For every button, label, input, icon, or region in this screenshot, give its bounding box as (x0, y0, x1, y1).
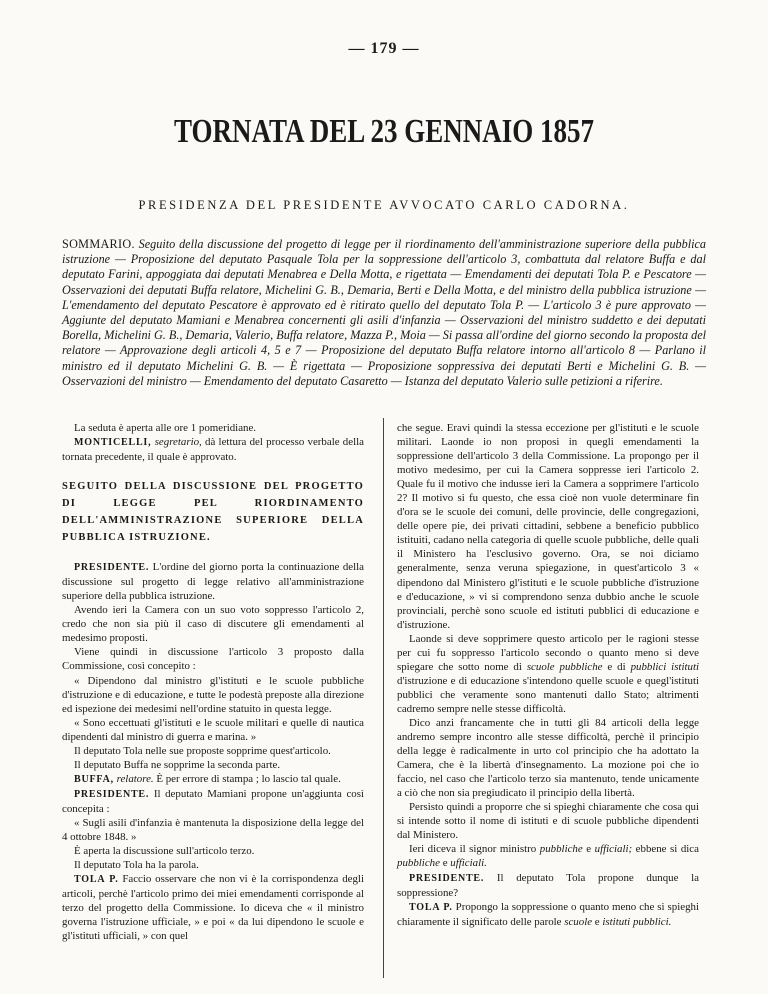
paragraph: La seduta è aperta alle ore 1 pomeridiane. (74, 422, 257, 434)
paragraph (397, 871, 699, 900)
paragraph: « Sono eccettuati gl'istituti e le scuole militari e quelle di nautica dipendenti dal ministro di guerra e marina. » (62, 716, 364, 743)
sommario (62, 237, 706, 389)
paragraph: Avendo ieri la Camera con un suo voto soppresso l'articolo 2, credo che non sia più il caso di discutere gli emendamenti al medesimo proposti. (62, 604, 364, 645)
speaker: PRESIDENTE. (74, 562, 150, 574)
speaker: BUFFA, (74, 773, 114, 785)
sommario-label: SOMMARIO. (62, 237, 135, 251)
paragraph: Persisto quindi a proporre che si spieghi chiaramente che cosa qui si intende sotto il nome di istituti e di scuole pubbliche dipendenti dal Ministero. (397, 801, 699, 842)
speech: È per errore di stampa ; lo lascio tal quale. (156, 772, 341, 785)
italic-run: scuole pubbliche (526, 660, 603, 673)
paragraph: È aperta la discussione sull'articolo terzo. (74, 845, 255, 858)
text-run: e (442, 857, 448, 870)
italic-run: ufficiali; (594, 843, 633, 856)
paragraph (62, 872, 364, 943)
role: relatore. (116, 772, 154, 785)
text-run: Laonde si deve sopprimere questo articolo per le ragioni stesse per cui fu soppresso l'articolo secondo o quanto meno si deve spiegare che sotto nome di (397, 632, 699, 673)
text-run: e (586, 843, 592, 856)
paragraph: Il deputato Buffa ne sopprime la seconda parte. (74, 758, 281, 771)
speech: Propongo la soppressione o quanto meno che si spieghi chiaramente il significato delle parole (397, 900, 699, 928)
italic-run: pubbliche (539, 843, 583, 856)
speech: Il deputato Tola propone dunque la soppressione? (397, 871, 699, 899)
paragraph (62, 435, 364, 464)
text-run: ebbene si dica (635, 843, 699, 856)
speech: dà lettura del processo verbale della tornata precedente, il quale è approvato. (62, 436, 364, 464)
speaker: TOLA P. (409, 901, 453, 913)
paragraph (62, 787, 364, 816)
italic-run: pubblici. (632, 915, 672, 928)
speaker: PRESIDENTE. (74, 788, 150, 800)
italic-run: ufficiali. (450, 857, 487, 870)
paragraph: Il deputato Tola ha la parola. (74, 859, 199, 872)
presidenza-line: PRESIDENZA DEL PRESIDENTE AVVOCATO CARLO CADORNA. (138, 198, 630, 212)
speaker: TOLA P. (74, 874, 119, 886)
paragraph: « Dipendono dal ministro gl'istituti e le scuole pubbliche d'istruzione e di educazione, e tutte le podestà preposte alla direzione ed ispezione dei medesimi nell'ordine statuito in questa legge. (62, 674, 364, 715)
section-heading: SEGUITO DELLA DISCUSSIONE DEL PROGETTO DI LEGGE PEL RIORDINAMENTO DELL'AMMINISTRAZIONE SUPERIORE DELLA PUBBLICA ISTRUZIONE. (62, 481, 364, 544)
italic-run: istituti (602, 915, 631, 928)
paragraph (397, 632, 699, 716)
paragraph: che segue. Eravi quindi la stessa eccezione per gl'istituti e le scuole militari. Laonde io non proposi in quegli emendamenti la soppressione dell'articolo 3 della Commissione. La propongo per il motivo medesimo, per cui la Camera soppresse ieri l'articolo 2. Quale fu il motivo che indusse ieri la Camera a sopprimere l'articolo 2? Il motivo si fu questo, che essa cioè non vuole determinare fin d'ora se le scuole dei comuni, delle provincie, delle congregazioni, delle opere pie, dei privati cittadini, sebbene a beneficio pubblico istituiti, cadano nella categoria di quelle scuole pubbliche, delle quali il Ministero ha l'esclusivo governo. Ora, se noi diciamo generalmente, senza veruna spiegazione, in quest'articolo 3 « dipendono dal Ministero gl'istituti e le scuole pubbliche d'istruzione e d'educazione, » vi si comprendono senza dubbio anche le scuole provinciali, perchè sono scuole ed istituti pubblici di educazione e d'istruzione. (397, 422, 699, 631)
italic-run: pubblici istituti (630, 660, 700, 673)
role: segretario, (154, 436, 202, 449)
paragraph (397, 842, 699, 870)
column-divider (383, 418, 384, 978)
speech: Faccio osservare che non vi è la corrispondenza degli articoli, perchè l'articolo primo dei miei emendamenti corrisponde al terzo del progetto della Commissione. Io diceva che « il ministro governa l'istruzione ufficiale, » e poi « da lui dipendono le scuole e gl'istituti ufficiali, » con quel (62, 873, 364, 943)
text-run: Ieri diceva il signor ministro (409, 843, 537, 856)
paragraph (62, 560, 364, 603)
speaker: PRESIDENTE. (409, 872, 485, 884)
paragraph: Dico anzi francamente che in tutti gli 84 articoli della legge andremo sempre incontro alle stesse difficoltà, perchè il principio della legge è radicalmente in urto col principio che ha adottato la Camera, che è la libertà d'insegnamento. La mozione poi che io faccio, nel caso che l'articolo terzo sia mantenuto, tende unicamente a ciò che non sia pregiudicato il principio della libertà. (397, 716, 699, 800)
text-run: e di (607, 660, 626, 673)
italic-run: scuole (564, 915, 593, 928)
speech: Il deputato Mamiani propone un'aggiunta così concepita : (62, 787, 364, 815)
sommario-text: Seguito della discussione del progetto di legge per il riordinamento dell'amministrazione superiore della pubblica istruzione — Proposizione del deputato Pasquale Tola per la soppressione dell'articolo 3, combattuta dal relatore Buffa e dal deputato Farini, appoggiata dai deputati Menabrea e Della Motta, e rigettata — Emendamenti dei deputati Tola P. e Pescatore — Osservazioni dei deputati Buffa relatore, Michelini G. B., Demaria, Berti e Della Motta, e del ministro della pubblica istruzione — L'emendamento del deputato Pescatore è approvato ed è ritirato quello del deputato Tola P. — L'articolo 3 è pure approvato — Aggiunte del deputato Mamiani e Menabrea concernenti gli asili d'infanzia — Osservazioni del ministro suddetto e dei deputati Borella, Michelini G. B., Demaria, Valerio, Buffa relatore, Mazza P., Moia — Si passa all'ordine del giorno secondo la proposta del relatore — Approvazione degli articoli 4, 5 e 7 — Proposizione del deputato Buffa relatore intorno all'articolo 8 — Parlano il ministro ed il deputato Michelini G. B. — È rigettata — Proposizione soppressiva dei deputati Berti e Michelini G. B. — Osservazioni del ministro — Emendamento del deputato Casaretto — Istanza del deputato Valerio sulle petizioni a riferire. (62, 237, 707, 388)
text-run: d'istruzione e di educazione s'intendono quelle scuole e quegl'istituti pubblici che veramente sono mantenuti dallo Stato; altrimenti cadremo sempre nelle stesse difficoltà. (397, 674, 699, 715)
speaker: MONTICELLI, (74, 437, 152, 449)
paragraph (397, 900, 699, 929)
paragraph: « Sugli asili d'infanzia è mantenuta la disposizione della legge del 4 ottobre 1848. » (62, 816, 364, 844)
left-column (62, 421, 364, 943)
speech: L'ordine del giorno porta la continuazione della discussione sul progetto di legge relativo all'amministrazione superiore della pubblica istruzione. (62, 561, 364, 603)
right-column (397, 421, 699, 929)
paragraph: Il deputato Tola nelle sue proposte sopprime quest'articolo. (74, 744, 331, 757)
page-title: TORNATA DEL 23 GENNAIO 1857 (173, 112, 595, 150)
paragraph (62, 772, 364, 787)
italic-run: pubbliche (397, 857, 440, 870)
page-number: — 179 — (348, 40, 420, 57)
text-run: e (594, 915, 600, 928)
paragraph: Viene quindi in discussione l'articolo 3 proposto dalla Commissione, così concepito : (62, 646, 364, 673)
